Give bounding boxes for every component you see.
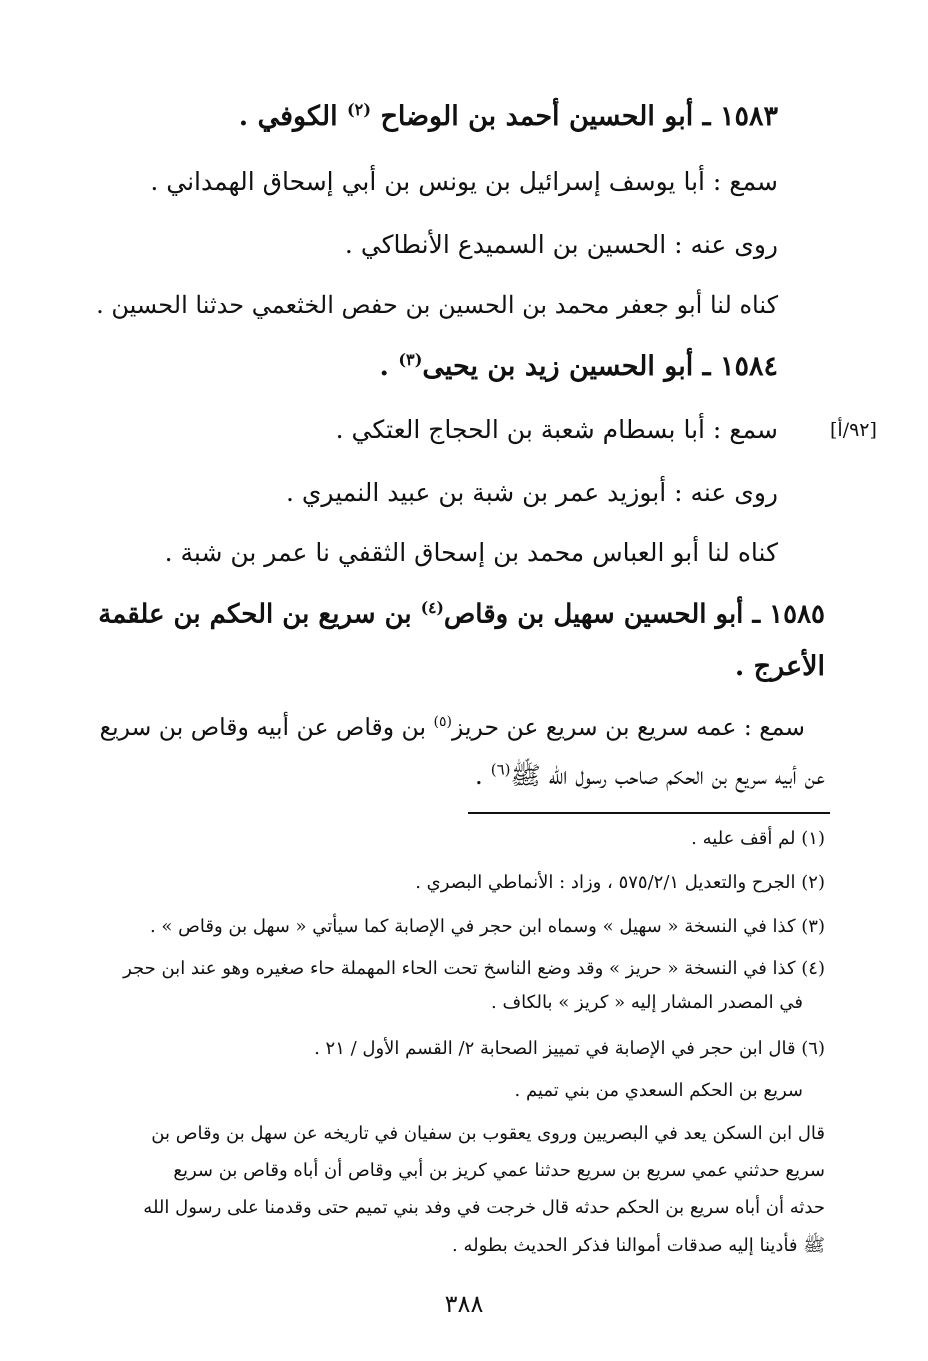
manuscript-folio-marker: [٩٢/أ] (830, 419, 877, 441)
entry-1583-narrated: روى عنه : الحسين بن السميدع الأنطاكي . (344, 230, 778, 259)
entry-1585-heading-line-2: الأعرج . (734, 651, 825, 682)
footnote-6-line-3: قال ابن السكن يعد في البصريين وروى يعقوب بن سفيان في تاريخه عن سهل بن وقاص بن (151, 1123, 825, 1144)
footnote-4-line-1: (٤) كذا في النسخة « حريز » وقد وضع الناسخ تحت الحاء المهملة حاء صغيره وهو عند ابن حجر (123, 958, 825, 979)
entry-1583-kunya: كناه لنا أبو جعفر محمد بن الحسين بن حفص الخثعمي حدثنا الحسين . (96, 291, 778, 319)
entry-1585-heard-line-1: سمع : عمه سريع بن سريع عن حريز$^{(٥)}$ بن وقاص عن أبيه وقاص بن سريع (99, 713, 805, 741)
footnote-4-line-2: في المصدر المشار إليه « كريز » بالكاف . (491, 992, 803, 1013)
entry-1584-narrated: روى عنه : أبوزيد عمر بن شبة بن عبيد النميري . (285, 478, 778, 507)
page-number: ٣٨٨ (444, 1290, 484, 1318)
footnote-2: (٢) الجرح والتعديل ٥٧٥/٢/١ ، وزاد : الأنماطي البصري . (415, 872, 825, 893)
footnote-ref-2[interactable]: (٢) (347, 100, 372, 119)
entry-1585-heard-line-2: عن أبيه سريع بن الحكم صاحب رسول الله ﷺ$^{(٦)}$ . (474, 760, 825, 790)
entry-1583-heard: سمع : أبا يوسف إسرائيل بن يونس بن أبي إسحاق الهمداني . (150, 167, 778, 196)
footnote-ref-4[interactable]: (٤) (420, 598, 444, 617)
entry-1584-kunya: كناه لنا أبو العباس محمد بن إسحاق الثقفي نا عمر بن شبة . (164, 538, 778, 567)
footnote-6-line-5: حدثه أن أباه سريع بن الحكم حدثه قال خرجت في وفد بني تميم حتى وقدمنا على رسول الله (143, 1197, 825, 1218)
footnote-6-line-2: سريع بن الحكم السعدي من بني تميم . (514, 1080, 803, 1101)
entry-1584-heading: ١٥٨٤ ـ أبو الحسين زيد بن يحيى$^{(٣)}$ . (379, 350, 778, 382)
footnote-ref-6[interactable]: (٦) (490, 760, 511, 779)
footnote-6-line-6: ﷺ فأدينا إليه صدقات أموالنا فذكر الحديث بطوله . (452, 1235, 825, 1256)
footnote-6-line-1: (٦) قال ابن حجر في الإصابة في تمييز الصحابة ٢/ القسم الأول / ٢١ . (314, 1038, 825, 1059)
entry-1584-heard: سمع : أبا بسطام شعبة بن الحجاج العتكي . (335, 415, 778, 444)
footnote-ref-5[interactable]: (٥) (433, 714, 453, 731)
footnote-6-line-4: سريع حدثني عمي سريع بن سريع حدثنا عمي كريز بن أبي وقاص أن أباه وقاص بن سريع (173, 1160, 825, 1181)
entry-1585-heading-line-1: ١٥٨٥ ـ أبو الحسين سهيل بن وقاص$^{(٤)}$ بن سريع بن الحكم بن علقمة (98, 598, 825, 630)
footnote-1: (١) لم أقف عليه . (691, 828, 825, 849)
footnote-divider (468, 812, 830, 814)
footnote-ref-3[interactable]: (٣) (398, 350, 423, 369)
entry-1583-heading: ١٥٨٣ ـ أبو الحسين أحمد بن الوضاح $^{(٢)}$ الكوفي . (238, 100, 778, 132)
footnote-3: (٣) كذا في النسخة « سهيل » وسماه ابن حجر في الإصابة كما سيأتي « سهل بن وقاص » . (149, 916, 825, 937)
